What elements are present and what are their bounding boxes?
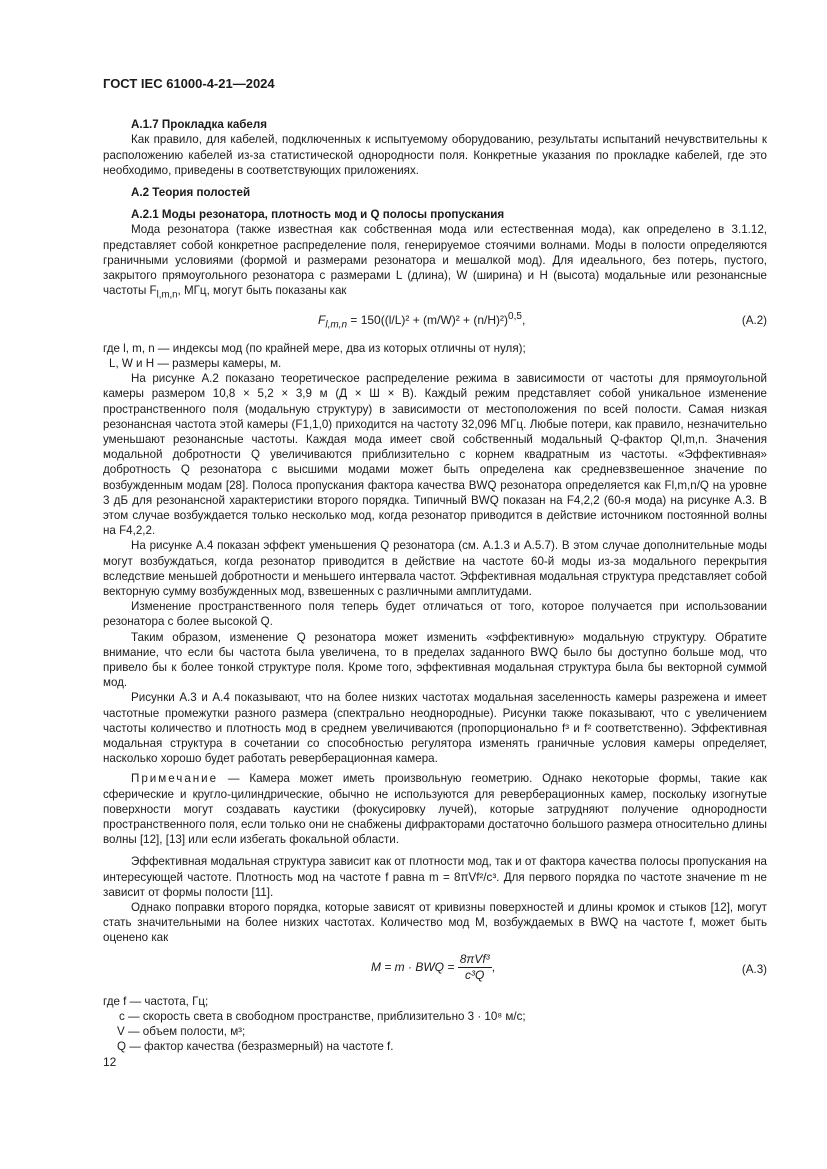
section-a21-heading: А.2.1 Моды резонатора, плотность мод и Q полосы пропускания (131, 208, 505, 222)
equation-a3 (103, 946, 767, 994)
equation-a2-expr: $F_{l,m,n} = 150((l/L)^2 + (m/W)^2 + (n/H)^2)^{0,5}$, (318, 310, 526, 331)
page-number: 12 (103, 1055, 117, 1069)
where-item: Q — фактор качества (безразмерный) на частоте f. (117, 1040, 394, 1054)
where-list-a3 (103, 994, 767, 1055)
where-item: где f — частота, Гц; (103, 994, 209, 1008)
equation-a2 (103, 303, 767, 341)
paragraph-figure-a2: На рисунке А.2 показано теоретическое распределение режима в зависимости от частоты для прямоугольной камеры размером 10,8 × 5,2 × 3,9 м (Д × Ш × В). Каждый режим представляет собой уникальное изменение пространственного поля (модальную структуру) в зависимости от местоположения по всей полости. Самая низкая резонансная частота этой камеры (F1,1,0) приходится на частоту 32,096 МГц. Любые потери, как правило, незначительно уменьшают резонансные частоты. Каждая мода имеет свой собственный модальный Q-фактор Ql,m,n. Значения модальной добротности Q увеличиваются приблизительно с корнем квадратным из частоты. «Эффективная» добротность Q резонатора с высшими модами может быть определена как средневзвешенное значение по возбужденным модам [28]. Полоса пропускания фактора качества BWQ резонатора определяется как Fl,m,n/Q на уровне 3 дБ для резонансной характеристики второго порядка. Типичный BWQ показан на F4,2,2 (60-я мода) на рисунке А.3. В этом случае возбуждается только несколько мод, когда резонатор приводится в действие источником постоянной волны на F4,2,2. (103, 372, 767, 538)
page-body (103, 76, 767, 1054)
paragraph-second-order: Однако поправки второго порядка, которые зависят от кривизны поверхностей и длины кромок и стыков [12], могут стать значительными на более низких частотах. Количество мод M, возбуждаемых в BWQ на частоте f, может быть оценено как (103, 901, 767, 945)
paragraph-mode-density: Эффективная модальная структура зависит как от плотности мод, так и от фактора качества полосы пропускания на интересующей частоте. Плотность мод на частоте f равна m = 8πVf²/c³. Для первого порядка по частоте значение m не зависит от формы полости [11]. (103, 855, 767, 899)
paragraph-figure-a4: На рисунке А.4 показан эффект уменьшения Q резонатора (см. А.1.3 и А.5.7). В этом случае дополнительные моды могут возбуждаться, когда резонатор приводится в действие на частоте 60-й моды из-за модального перекрытия вследствие меньшей добротности и меньшего интервала частот. Эффективная модальная структура представляет собой векторную сумму возбужденных мод, взвешенных с различными амплитудами. (103, 539, 767, 598)
where-item: c — скорость света в свободном пространстве, приблизительно 3 · 10⁸ м/с; (119, 1009, 526, 1023)
paragraph-figures-a3-a4: Рисунки А.3 и А.4 показывают, что на более низких частотах модальная заселенность камеры разрежена и имеет частотные промежутки разного размера (спектрально неоднородные). Рисунки также показывают, что с увеличением частоты количество и плотность мод в среднем увеличиваются (пропорционально f³ и f² соответственно). Эффективная модальная структура в сочетании со способностью регулятора изменять граничные условия камеры определяет, насколько хорошо будет работать реверберационная камера. (103, 691, 767, 766)
equation-a3-expr: M = m · BWQ = $\frac{\text{8πVf³}}{\text{c³Q}}$ , (371, 951, 496, 982)
section-a17-heading: А.1.7 Прокладка кабеля (131, 118, 268, 132)
where-item: где l, m, n — индексы мод (по крайней мере, два из которых отличны от нуля); (103, 341, 526, 355)
where-list-a2 (103, 341, 767, 371)
document-header: ГОСТ IEC 61000-4-21—2024 (103, 76, 275, 91)
section-a2-heading: А.2 Теория полостей (131, 186, 251, 200)
note-label: Примечание (131, 772, 219, 786)
equation-a3-number: (А.3) (741, 962, 767, 976)
where-item: V — объем полости, м³; (117, 1025, 246, 1039)
paragraph-spatial-field: Изменение пространственного поля теперь будет отличаться от того, которое получается при использовании резонатора с более высокой Q. (103, 600, 767, 629)
paragraph-modes: Мода резонатора (также известная как собственная мода или естественная мода), как определено в 3.1.12, представляет собой конкретное распределение поля, генерируемое стоячими волнами. Моды в полости определяются граничными условиями (формой и размерами резонатора и мешалкой мод). Для идеального, без потерь, пустого, закрытого прямоугольного резонатора с размерами L (длина), W (ширина) и H (высота) модальные или резонансные частоты $F_{l,m,n}$, МГц, могут быть показаны как (103, 223, 767, 301)
section-a17-body: Как правило, для кабелей, подключенных к испытуемому оборудованию, результаты испытаний нечувствительны к расположению кабелей из-за статистической однородности поля. Конкретные указания по прокладке кабелей, где это необходимо, приведены в соответствующих приложениях. (103, 133, 767, 177)
equation-a2-number: (А.2) (741, 313, 767, 327)
note-paragraph: Примечание — Камера может иметь произвольную геометрию. Однако некоторые формы, такие как сферические и кругло-цилиндрические, обычно не используются для реверберационных камер, поскольку изогнутые поверхности могут создавать каустики (фокусировку лучей), которые затрудняют получение однородности пространственного поля, если только они не снабжены дифракторами достаточно большого размера относительно длины волны [12], [13] или если избегать фокальной области. (103, 772, 767, 847)
where-item: L, W и H — размеры камеры, м. (109, 356, 282, 370)
paragraph-q-change: Таким образом, изменение Q резонатора может изменить «эффективную» модальную структуру. Обратите внимание, что если бы частота была увеличена, то в пределах заданного BWQ было бы доступно больше мод, что привело бы к более тонкой структуре поля. Кроме того, эффективная модальная структура была бы векторной суммой мод. (103, 630, 767, 690)
